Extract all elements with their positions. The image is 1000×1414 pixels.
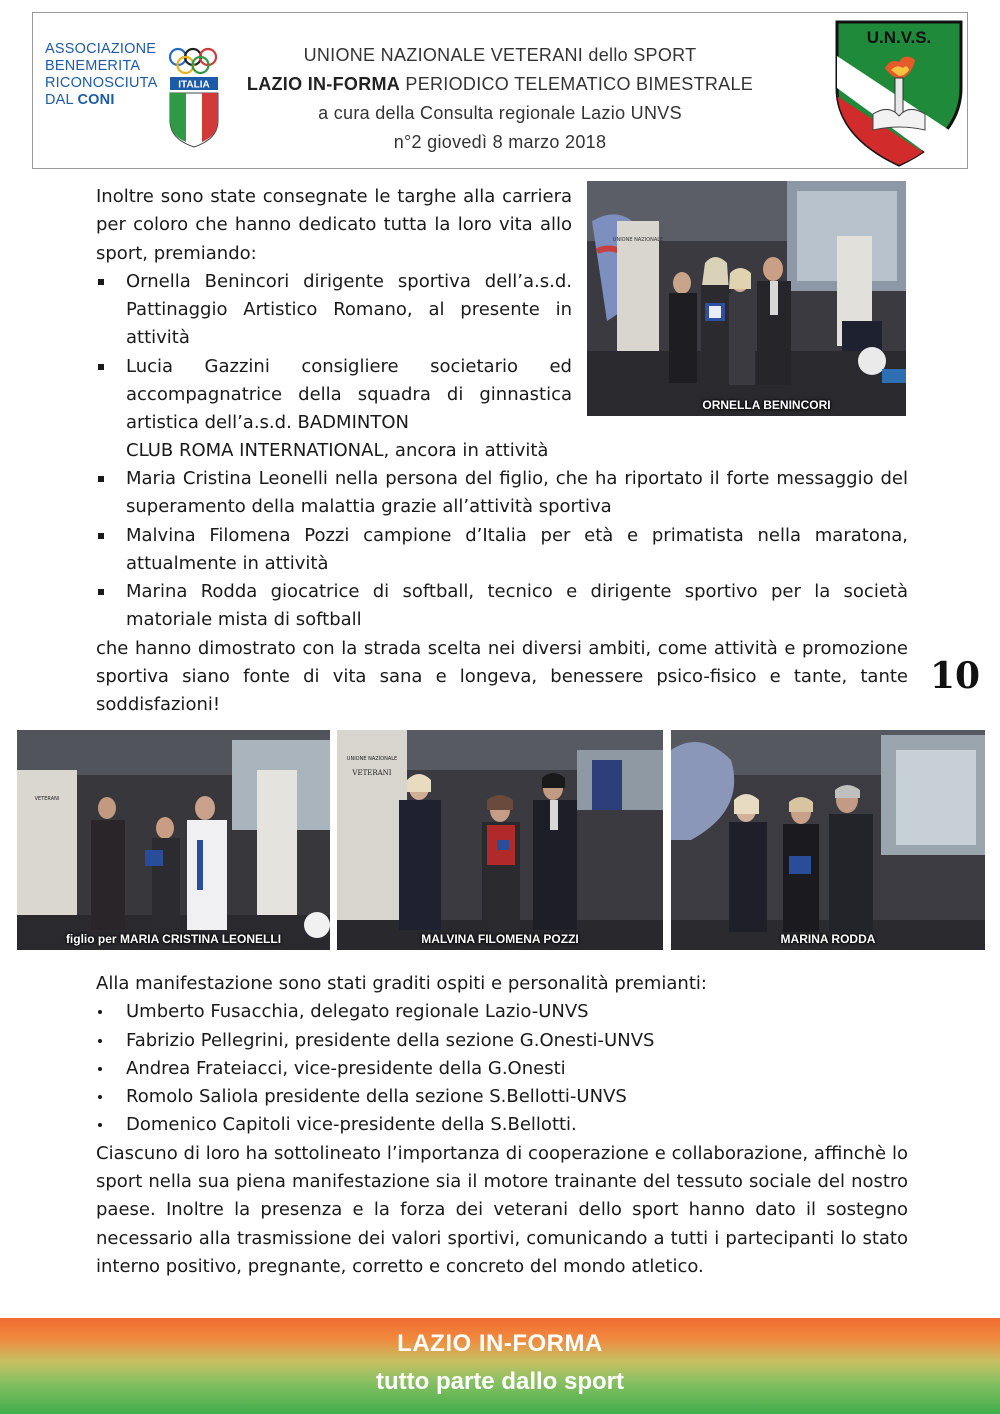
coni-line-4: DAL CONI (45, 92, 115, 108)
unvs-shield-logo (833, 18, 965, 168)
coni-line-2: BENEMERITA (45, 58, 141, 74)
awards-closing-paragraph: che hanno dimostrato con la strada scelta nei diversi ambiti, come attività e promozione sportiva siano fonte di vita sana e longeva, benessere psico-fisico e tante, tante soddisfazioni! (96, 637, 908, 716)
photo-caption-leonelli: figlio per MARIA CRISTINA LEONELLI (65, 932, 282, 946)
coni-association-text (45, 41, 175, 109)
photo-caption-pozzi: MALVINA FILOMENA POZZI (421, 932, 579, 946)
guest-item: Romolo Saliola presidente della sezione S.Bellotti-UNVS (96, 1083, 908, 1111)
awards-continued-block (96, 465, 908, 720)
svg-text:UNIONE NAZIONALE: UNIONE NAZIONALE (346, 756, 398, 762)
award-item-leonelli: Maria Cristina Leonelli nella persona del figlio, che ha riportato il forte messaggio del superamento della malattia grazie all’attività sportiva (96, 465, 908, 522)
newsletter-header (32, 12, 968, 169)
header-line-4: n°2 giovedì 8 marzo 2018 (393, 132, 607, 152)
award-item-gazzini: Lucia Gazzini consigliere societario ed accompagnatrice della squadra di ginnastica artistica dell’a.s.d. BADMINTON (96, 353, 572, 438)
guests-intro: Alla manifestazione sono stati graditi ospiti e personalità premianti: (96, 973, 707, 994)
intro-text-block (96, 183, 572, 438)
svg-text:VETERANI: VETERANI (34, 796, 60, 802)
photo-caption-rodda: MARINA RODDA (780, 932, 876, 946)
award-item-rodda: Marina Rodda giocatrice di softball, tecnico e dirigente sportivo per la società matoriale mista di softball (96, 578, 908, 635)
award-item-pozzi: Malvina Filomena Pozzi campione d’Italia per età e primatista nella maratona, attualmente in attività (96, 522, 908, 579)
photo-leonelli (17, 730, 330, 950)
award-item-benincori: Ornella Benincori dirigente sportiva dell’a.s.d. Pattinaggio Artistico Romano, al presente in attività (96, 268, 572, 353)
award-item-gazzini-continuation: CLUB ROMA INTERNATIONAL, ancora in attività (126, 440, 549, 461)
intro-paragraph: Inoltre sono state consegnate le targhe alla carriera per coloro che hanno dedicato tutta la loro vita allo sport, premiando: (96, 186, 572, 264)
coni-line-1: ASSOCIAZIONE (45, 41, 157, 57)
header-title-block (233, 41, 767, 157)
svg-text:VETERANI: VETERANI (352, 769, 392, 777)
guest-item: Domenico Capitoli vice-presidente della S.Bellotti. (96, 1111, 908, 1139)
photo-rodda (671, 730, 985, 950)
page-number: 10 (929, 655, 981, 697)
awards-list-top (96, 268, 572, 438)
coni-line-3: RICONOSCIUTA (45, 75, 158, 91)
guests-list (96, 998, 908, 1139)
guest-item: Fabrizio Pellegrini, presidente della sezione G.Onesti-UNVS (96, 1027, 908, 1055)
footer-banner (0, 1318, 1000, 1414)
awards-list-bottom (96, 465, 908, 635)
svg-text:UNIONE NAZIONALE: UNIONE NAZIONALE (612, 237, 664, 243)
guest-item: Andrea Frateiacci, vice-presidente della G.Onesti (96, 1055, 908, 1083)
photo-pozzi (337, 730, 663, 950)
header-line-1: UNIONE NAZIONALE VETERANI dello SPORT (303, 45, 697, 65)
guests-block (96, 970, 908, 1281)
header-line-2: LAZIO IN-FORMA PERIODICO TELEMATICO BIMESTRALE (246, 74, 754, 94)
guest-item: Umberto Fusacchia, delegato regionale Lazio-UNVS (96, 998, 908, 1026)
photo-caption-benincori: ORNELLA BENINCORI (702, 398, 831, 412)
svg-text:ITALIA: ITALIA (178, 79, 210, 91)
coni-italia-logo (168, 41, 234, 149)
photo-ornella-benincori (587, 181, 906, 416)
footer-title: LAZIO IN-FORMA (397, 1330, 603, 1357)
guests-closing-paragraph: Ciascuno di loro ha sottolineato l’importanza di cooperazione e collaborazione, affinchè lo sport nella sua piena manifestazione sia il motore trainante del tessuto sociale del nostro paese. Inoltre la presenza e la forza dei veterani dello sport hanno dato il sostegno necessario alla trasmissione dei valori sportivi, comunicando a tutti i partecipanti lo stato interno positivo, pregnante, corretto e concreto del mondo atletico. (96, 1142, 908, 1277)
footer-subtitle: tutto parte dallo sport (376, 1368, 624, 1395)
header-line-3: a cura della Consulta regionale Lazio UNVS (318, 103, 682, 123)
svg-text:U.N.V.S.: U.N.V.S. (866, 28, 932, 47)
